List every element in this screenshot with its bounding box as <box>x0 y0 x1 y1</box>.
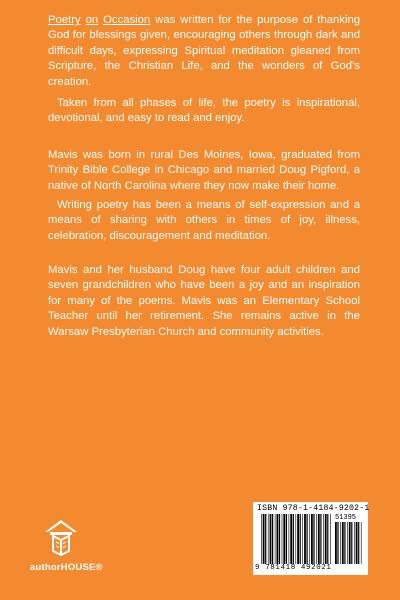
barcode-bar <box>327 514 328 564</box>
barcode-bar <box>304 514 306 564</box>
barcode-bar <box>261 514 262 564</box>
intro-text: was written for the purpose of thanking God for blessings given, encouraging others through dark and difficult days, expressing Spiritual meditation gleaned from Scripture, the Christian Life, and the wonders of God’s creation. <box>48 14 361 88</box>
publisher-name: authorHOUSE® <box>30 562 103 573</box>
title-word-on: on <box>85 14 99 26</box>
isbn-barcode <box>253 502 368 575</box>
barcode-bar <box>313 514 314 564</box>
title-word-poetry: Poetry <box>48 14 81 26</box>
barcode-bar <box>282 514 283 564</box>
barcode-bar <box>307 514 308 564</box>
barcode-bar <box>268 514 269 564</box>
taken-paragraph: Taken from all phases of life, the poetry is inspirational, devotional, and easy to read and enjoy. <box>48 97 360 125</box>
barcode-bar <box>354 522 355 564</box>
barcode-bar <box>296 514 297 564</box>
barcode-bar <box>311 514 313 564</box>
barcode-bar <box>300 514 301 564</box>
barcode-bar <box>323 514 324 564</box>
barcode-bar <box>361 522 362 564</box>
ean-digits: 9 781418 492021 <box>255 564 332 572</box>
barcode-bar <box>344 522 345 564</box>
barcode-bar <box>265 514 266 564</box>
barcode-bar <box>318 514 320 564</box>
barcode-bar <box>320 514 321 564</box>
barcode-bar <box>356 522 358 564</box>
barcode-bar <box>330 514 331 564</box>
barcode-bar <box>337 522 338 564</box>
price-code: 51395 <box>335 514 357 522</box>
isbn-text: ISBN 978-1-4184-9202-1 <box>257 504 370 513</box>
barcode-bar <box>277 514 279 564</box>
publisher-logo <box>30 518 120 578</box>
barcode-bar <box>335 522 337 564</box>
writing-paragraph: Writing poetry has been a means of self-expression and a means of sharing with others in times of joy, illness, celebration, discouragement and meditation. <box>48 199 360 242</box>
barcode-bar <box>347 522 348 564</box>
barcode-bar <box>283 514 285 564</box>
barcode-bars-main <box>261 514 332 564</box>
barcode-bar <box>263 514 265 564</box>
barcode-bar <box>297 514 299 564</box>
barcode-bar <box>349 522 351 564</box>
barcode-bar <box>293 514 294 564</box>
barcode-bar <box>302 514 303 564</box>
barcode-bar <box>358 522 359 564</box>
barcode-bar <box>340 522 341 564</box>
barcode-bar <box>286 514 287 564</box>
barcode-bar <box>289 514 290 564</box>
barcode-bar <box>272 514 273 564</box>
bio-paragraph: Mavis was born in rural Des Moines, Iowa, graduated from Trinity Bible College in Chicago and married Doug Pigford, a native of North Carolina where they now make their home. <box>48 149 360 192</box>
intro-paragraph <box>48 13 360 90</box>
barcode-bar <box>325 514 327 564</box>
barcode-bar <box>275 514 276 564</box>
barcode-bar <box>309 514 310 564</box>
house-book-icon <box>43 518 79 558</box>
barcode-bar <box>270 514 272 564</box>
barcode-bars-addon <box>335 522 363 564</box>
family-paragraph: Mavis and her husband Doug have four adult children and seven grandchildren who have been a joy and an inspiration for many of the poems. Mavis was an Elementary School Teacher until her retirement. She remains active in the Warsaw Presbyterian Church and community activities. <box>48 264 360 338</box>
barcode-bar <box>342 522 344 564</box>
barcode-bar <box>279 514 280 564</box>
barcode-bar <box>290 514 292 564</box>
barcode-bar <box>316 514 317 564</box>
title-word-occasion: Occasion <box>103 14 151 26</box>
barcode-bar <box>351 522 352 564</box>
